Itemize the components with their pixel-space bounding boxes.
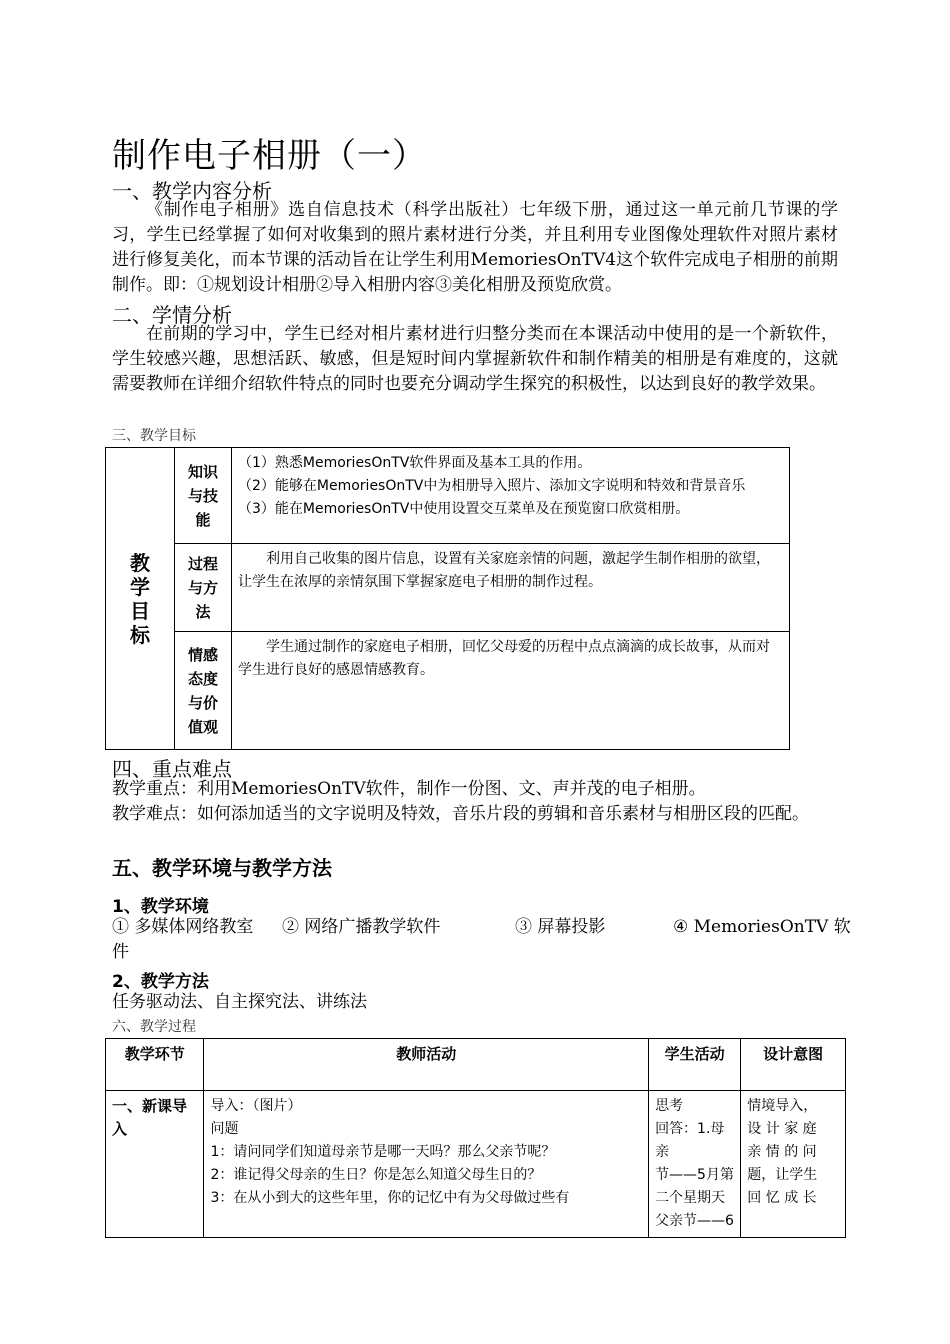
process-table: [105, 1038, 846, 1238]
goal-line: 利用自己收集的图片信息，设置有关家庭亲情的问题，激起学生制作相册的欲望，让学生在浓厚的亲情氛围下掌握家庭电子相册的制作过程。: [238, 551, 770, 590]
goal-content-emotion: [232, 632, 790, 750]
process-stage-cell: 一、新课导入: [106, 1091, 204, 1238]
goal-category-process: 过程与方法: [175, 544, 232, 632]
key-point: 教学重点：利用MemoriesOnTV软件，制作一份图、文、声并茂的电子相册。: [112, 779, 706, 799]
goal-content-knowledge: [232, 448, 790, 544]
process-header-teacher: 教师活动: [204, 1039, 649, 1091]
section-2-heading: 二、学情分析: [112, 303, 232, 327]
goal-line: （1）熟悉MemoriesOnTV软件界面及基本工具的作用。: [238, 455, 592, 471]
goal-content-process: [232, 544, 790, 632]
teacher-line: 导入：（图片）: [210, 1098, 302, 1114]
student-line: 思考: [655, 1098, 684, 1114]
goals-table: [105, 447, 790, 750]
intent-line: 设 计 家 庭: [747, 1121, 817, 1137]
goals-main-label: 教学目标: [106, 448, 175, 750]
teacher-line: 3：在从小到大的这些年里，你的记忆中有为父母做过些有: [210, 1190, 570, 1206]
section-2-paragraph: 在前期的学习中，学生已经对相片素材进行归整分类而在本课活动中使用的是一个新软件，学生较感兴趣，思想活跃、敏感，但是短时间内掌握新软件和制作精美的相册是有难度的，这就需要教师在详细介绍软件特点的同时也要充分调动学生探究的积极性，以达到良好的教学效果。: [112, 324, 838, 394]
section-1-paragraph: 《制作电子相册》选自信息技术（科学出版社）七年级下册，通过这一单元前几节课的学习，学生已经掌握了如何对收集到的照片素材进行分类，并且利用专业图像处理软件对照片素材进行修复美化，而本节课的活动旨在让学生利用MemoriesOnTV4这个软件完成电子相册的前期制作。即：①规划设计相册②导入相册内容③美化相册及预览欣赏。: [112, 200, 838, 295]
intent-line: 情境导入，: [747, 1098, 818, 1114]
env-heading: 1、教学环境: [112, 897, 209, 917]
difficult-point: 教学难点：如何添加适当的文字说明及特效，音乐片段的剪辑和音乐素材与相册区段的匹配。: [112, 804, 809, 824]
process-header-student: 学生活动: [649, 1039, 741, 1091]
process-student-cell: [649, 1091, 741, 1238]
methods-text: 任务驱动法、自主探究法、讲练法: [112, 992, 367, 1012]
teacher-line: 2：谁记得父母亲的生日？你是怎么知道父母生日的？: [210, 1167, 542, 1183]
process-header-stage: 教学环节: [106, 1039, 204, 1091]
process-teacher-cell: [204, 1091, 649, 1238]
env-item-wrap: 件: [112, 942, 129, 962]
student-line: 二个星期天: [655, 1190, 726, 1206]
env-item: ② 网络广播教学软件: [282, 917, 441, 937]
section-6-heading: 六、教学过程: [112, 1019, 196, 1035]
goal-line: 学生通过制作的家庭电子相册，回忆父母爱的历程中点点滴滴的成长故事，从而对学生进行良好的感恩情感教育。: [238, 639, 770, 678]
method-heading: 2、教学方法: [112, 972, 209, 992]
process-header-intent: 设计意图: [741, 1039, 846, 1091]
page-title: 制作电子相册（一）: [112, 136, 427, 176]
process-intent-cell: [741, 1091, 846, 1238]
env-item: ① 多媒体网络教室: [112, 917, 254, 937]
teacher-line: 问题: [210, 1121, 239, 1137]
section-5-heading: 五、教学环境与教学方法: [112, 856, 332, 880]
intent-line: 亲 情 的 问: [747, 1144, 817, 1160]
student-line: 回答：1.母亲: [655, 1121, 725, 1160]
env-item: ③ 屏幕投影: [515, 917, 606, 937]
goal-category-knowledge: 知识与技能: [175, 448, 232, 544]
student-line: 节——5月第: [655, 1167, 734, 1183]
env-item: ④ MemoriesOnTV 软: [673, 917, 851, 937]
teacher-line: 1：请问同学们知道母亲节是哪一天吗？那么父亲节呢？: [210, 1144, 556, 1160]
goal-line: （3）能在MemoriesOnTV中使用设置交互菜单及在预览窗口欣赏相册。: [238, 501, 690, 517]
section-1-heading: 一、教学内容分析: [112, 179, 272, 203]
intent-line: 题，让学生: [747, 1167, 818, 1183]
goal-category-emotion: 情感态度与价值观: [175, 632, 232, 750]
section-4-heading: 四、重点难点: [112, 757, 232, 781]
section-3-heading: 三、教学目标: [112, 428, 196, 444]
student-line: 父亲节——6: [655, 1213, 734, 1229]
goal-line: （2）能够在MemoriesOnTV中为相册导入照片、添加文字说明和特效和背景音乐: [238, 478, 746, 494]
intent-line: 回 忆 成 长: [747, 1190, 817, 1206]
